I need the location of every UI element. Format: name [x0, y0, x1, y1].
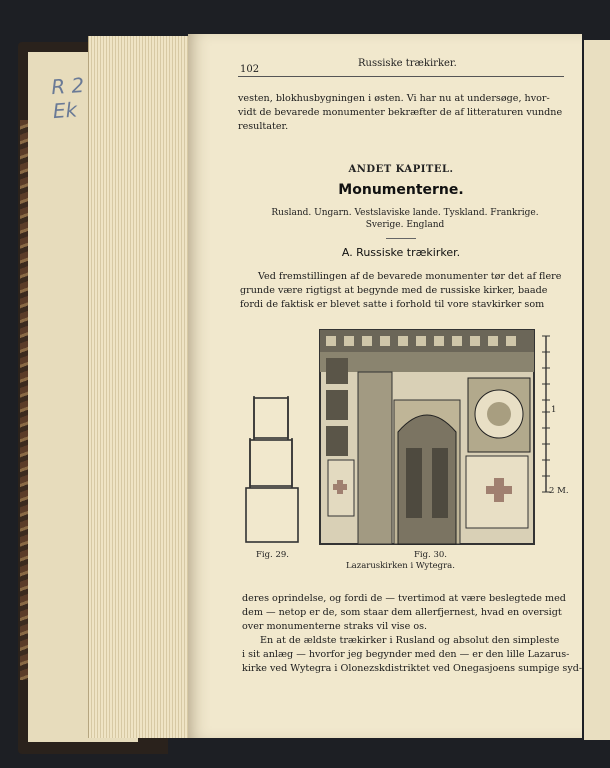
page-header [238, 58, 564, 77]
text-line: deres oprindelse, og fordi de — tvertimod at være beslegtede med [242, 593, 566, 604]
figure-29-drawing [242, 392, 304, 548]
scale-label-2: 2 M. [549, 486, 569, 496]
text-line: resultater. [238, 121, 289, 132]
fig-29-label: Fig. 29. [256, 550, 289, 560]
divider [386, 238, 416, 239]
chapter-subtitle [260, 207, 550, 231]
chapter-label: ANDET KAPITEL. [348, 164, 454, 175]
text-line: En at de ældste trækirker i Rusland og absolut den simpleste [260, 635, 560, 646]
subtitle-line: Rusland. Ungarn. Vestslaviske lande. Tyskland. Frankrige. [271, 208, 539, 218]
text-line: kirke ved Wytegra i Olonezskdistriktet ved Onegasjoens sumpige syd- [242, 663, 583, 674]
fig-30-label: Fig. 30. [414, 550, 447, 560]
text-line: vesten, blokhusbygningen i østen. Vi har nu at undersøge, hvor- [238, 93, 550, 104]
chapter-title: Monumenterne. [338, 182, 464, 198]
text-line: dem — netop er de, som staar dem allerfjernest, hvad en oversigt [242, 607, 562, 618]
section-heading: A. Russiske trækirker. [341, 246, 461, 259]
after-paragraph [242, 592, 583, 676]
running-title: Russiske trækirker. [358, 58, 457, 69]
right-leaf [584, 40, 610, 740]
text-line: vidt de bevarede monumenter bekræfter de af litteraturen vundne [238, 107, 563, 118]
scale-bar [538, 334, 568, 498]
text-line: fordi de faktisk er blevet satte i forhold til vore stavkirker som [240, 299, 545, 310]
margin-note-line: R 2 [50, 72, 85, 100]
page-number: 102 [240, 64, 260, 75]
subtitle-line: Sverige. England [365, 220, 445, 230]
scale-label-1: 1 [551, 405, 557, 415]
margin-pencil-note [50, 73, 86, 123]
page-stack [88, 36, 201, 738]
text-line: grunde være rigtigst at begynde med de russiske kirker, baade [240, 285, 548, 296]
text-line: over monumenterne straks vil vise os. [242, 621, 428, 632]
intro-paragraph [238, 92, 564, 134]
section-paragraph [240, 270, 566, 312]
margin-note-line: Ek [52, 97, 78, 124]
text-line: Ved fremstillingen af de bevarede monumenter tør det af flere [258, 271, 562, 282]
figure-30-engraving [318, 328, 536, 546]
figure-caption: Lazaruskirken i Wytegra. [346, 561, 455, 571]
text-line: i sit anlæg — hvorfor jeg begynder med den — er den lille Lazarus- [242, 649, 570, 660]
